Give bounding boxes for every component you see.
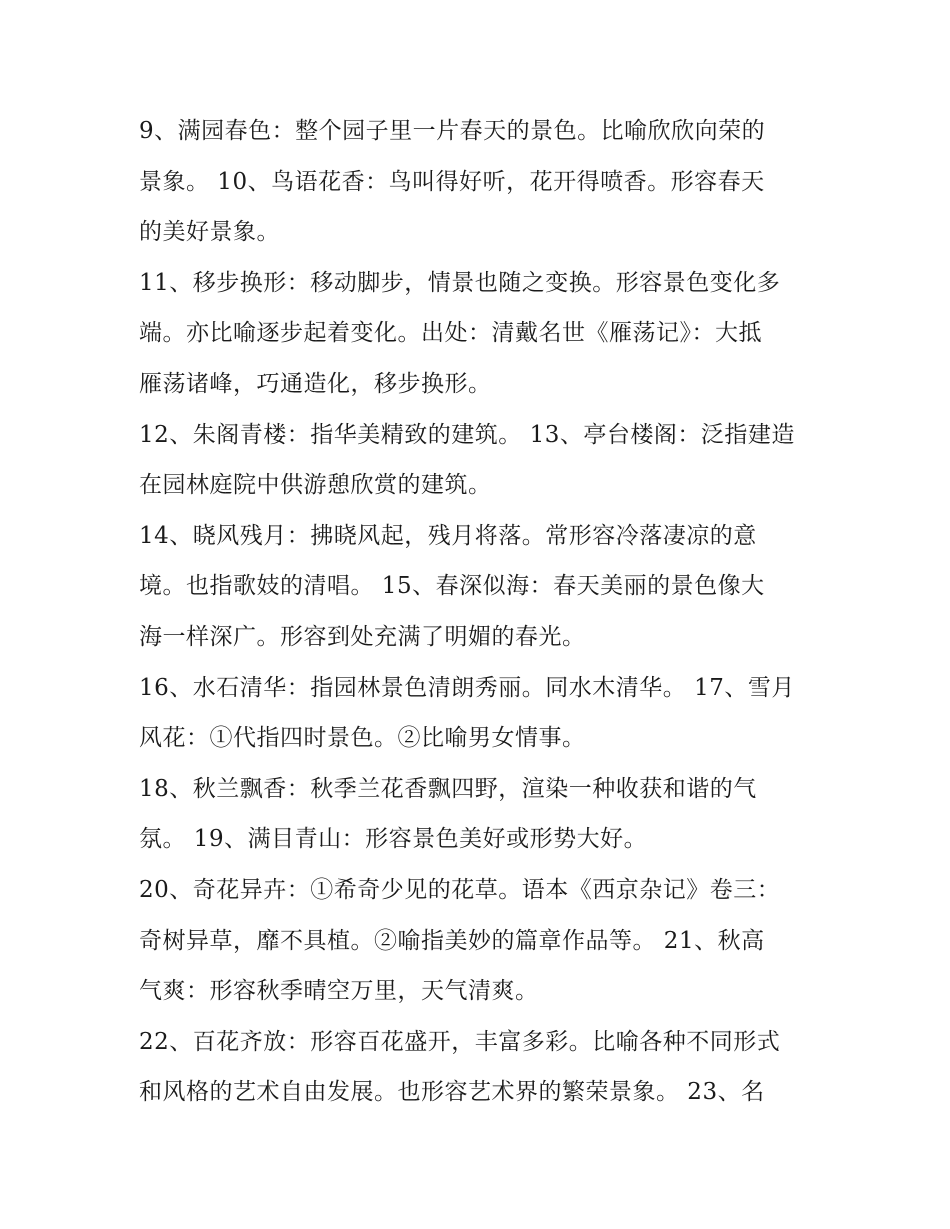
text-line: 氛。 19、满目青山：形容景色美好或形势大好。 — [139, 826, 648, 853]
text-line: 20、奇花异卉：①希奇少见的花草。语本《西京杂记》卷三： — [139, 876, 781, 903]
text-line: 在园林庭院中供游憩欣赏的建筑。 — [139, 472, 492, 499]
text-line: 14、晓风残月：拂晓风起，残月将落。常形容冷落凄凉的意 — [139, 522, 757, 549]
text-line: 11、移步换形：移动脚步，情景也随之变换。形容景色变化多 — [139, 269, 781, 296]
idiom-text-body — [139, 106, 839, 1118]
text-line: 12、朱阁青楼：指华美精致的建筑。 13、亭台楼阁：泛指建造 — [139, 421, 795, 448]
text-line: 奇树异草，靡不具植。②喻指美妙的篇章作品等。 21、秋高 — [139, 927, 765, 954]
text-line: 气爽：形容秋季晴空万里，天气清爽。 — [139, 978, 539, 1005]
text-line: 16、水石清华：指园林景色清朗秀丽。同水木清华。 17、雪月 — [139, 674, 795, 701]
text-line: 风花：①代指四时景色。②比喻男女情事。 — [139, 725, 586, 752]
text-line: 9、满园春色：整个园子里一片春天的景色。比喻欣欣向荣的 — [139, 118, 766, 144]
text-line: 端。亦比喻逐步起着变化。出处：清戴名世《雁荡记》：大抵 — [139, 320, 762, 347]
text-line: 18、秋兰飘香：秋季兰花香飘四野，渲染一种收获和谐的气 — [139, 775, 757, 802]
text-line: 的美好景象。 — [139, 219, 280, 246]
text-line: 海一样深广。形容到处充满了明媚的春光。 — [139, 623, 586, 650]
text-line: 雁荡诸峰，巧通造化，移步换形。 — [139, 370, 492, 397]
text-line: 景象。 10、鸟语花香：鸟叫得好听，花开得喷香。形容春天 — [139, 168, 765, 195]
text-line: 和风格的艺术自由发展。也形容艺术界的繁荣景象。 23、名 — [139, 1079, 765, 1106]
text-line: 境。也指歌妓的清唱。 15、春深似海：春天美丽的景色像大 — [139, 573, 765, 600]
text-line: 22、百花齐放：形容百花盛开，丰富多彩。比喻各种不同形式 — [139, 1028, 781, 1055]
